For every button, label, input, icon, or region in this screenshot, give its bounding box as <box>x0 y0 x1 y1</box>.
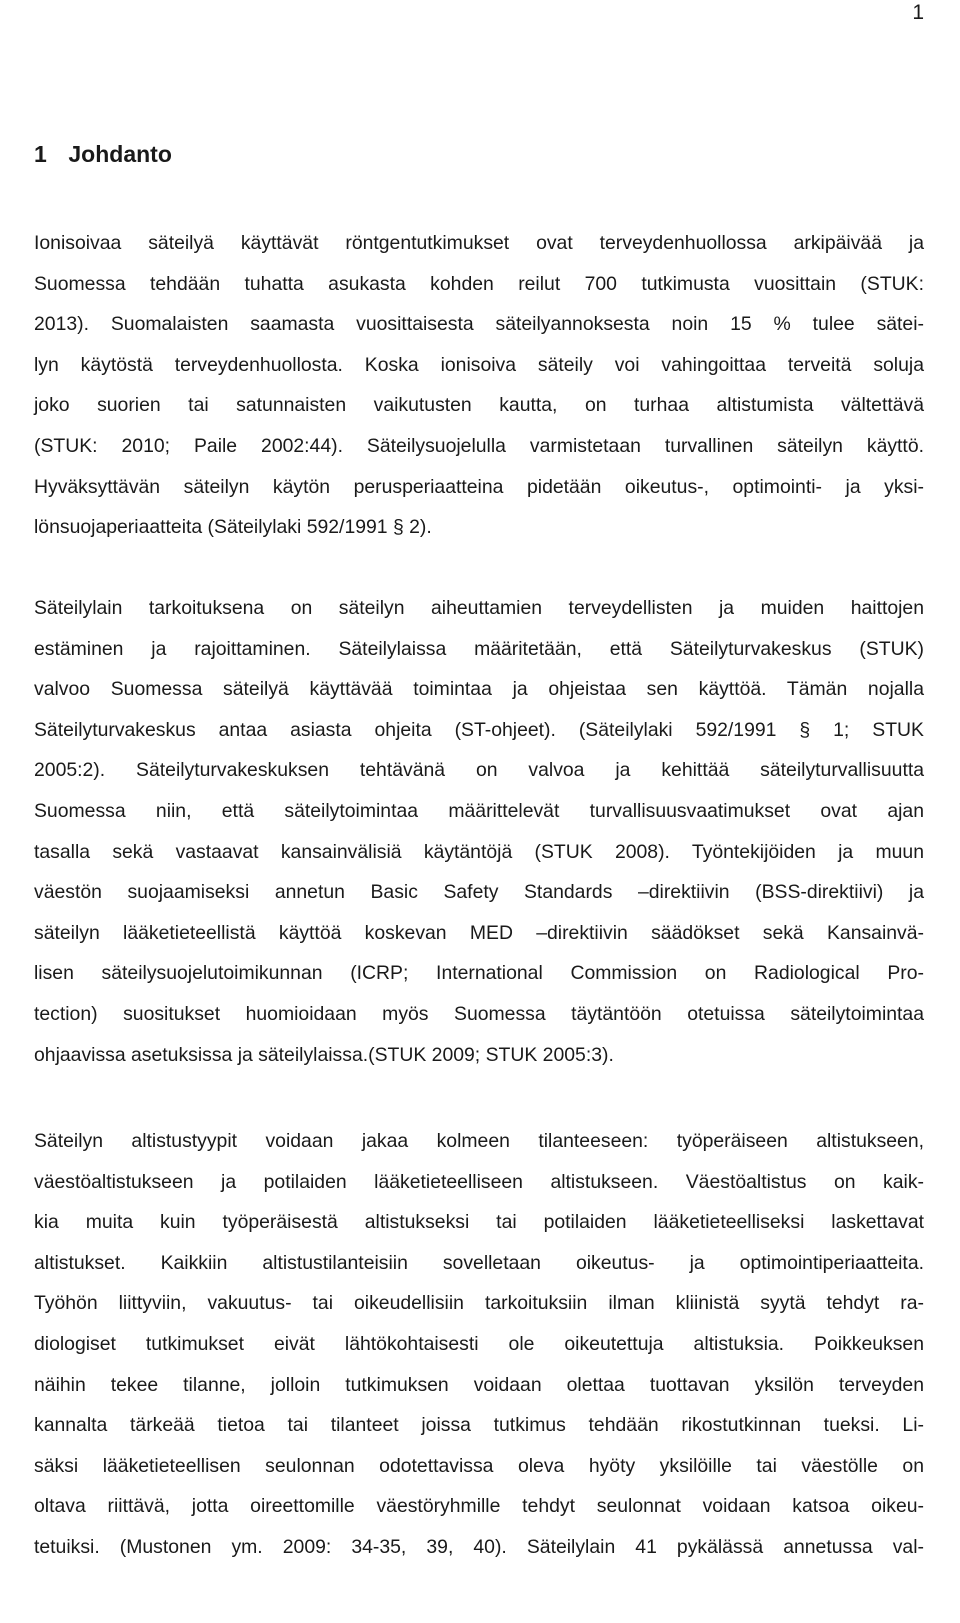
chapter-heading <box>34 140 172 168</box>
text-line: Työhön liittyviin, vakuutus- tai oikeudellisiin tarkoituksiin ilman kliinistä syytä tehdyt ra- <box>34 1292 924 1315</box>
text-line: lisen säteilysuojelutoimikunnan (ICRP; International Commission on Radiological Pro- <box>34 962 924 985</box>
text-line: altistukset. Kaikkiin altistustilanteisiin sovelletaan oikeutus- ja optimointiperiaatteita. <box>34 1251 924 1274</box>
text-line: väestön suojaamiseksi annetun Basic Safety Standards –direktiivin (BSS-direktiivi) ja <box>34 881 924 904</box>
text-line: Säteilyturvakeskus antaa asiasta ohjeita (ST-ohjeet). (Säteilylaki 592/1991 § 1; STUK <box>34 718 924 741</box>
page-number: 1 <box>912 1 924 24</box>
text-line: ohjaavissa asetuksissa ja säteilylaissa.(STUK 2009; STUK 2005:3). <box>34 1043 614 1066</box>
text-line: Hyväksyttävän säteilyn käytön perusperiaatteina pidetään oikeutus-, optimointi- ja yksi- <box>34 475 924 498</box>
text-line: 2013). Suomalaisten saamasta vuosittaisesta säteilyannoksesta noin 15 % tulee sätei- <box>34 313 924 336</box>
paragraph-3 <box>34 1121 924 1568</box>
chapter-title: Johdanto <box>68 141 172 167</box>
paragraph-1 <box>34 223 924 548</box>
text-line: Säteilyn altistustyypit voidaan jakaa kolmeen tilanteeseen: työperäiseen altistukseen, <box>34 1130 924 1152</box>
paragraph-2 <box>34 588 924 1075</box>
text-line: valvoo Suomessa säteilyä käyttävää toimintaa ja ohjeistaa sen käyttöä. Tämän nojalla <box>34 678 924 701</box>
text-line: tasalla sekä vastaavat kansainvälisiä käytäntöjä (STUK 2008). Työntekijöiden ja muun <box>34 840 924 863</box>
text-line: Ionisoivaa säteilyä käyttävät röntgentutkimukset ovat terveydenhuollossa arkipäivää ja <box>34 232 924 254</box>
text-line: Suomessa niin, että säteilytoimintaa määrittelevät turvallisuusvaatimukset ovat ajan <box>34 799 924 822</box>
text-line: Suomessa tehdään tuhatta asukasta kohden reilut 700 tutkimusta vuosittain (STUK: <box>34 272 924 295</box>
text-line: tetuiksi. (Mustonen ym. 2009: 34-35, 39, 40). Säteilylain 41 pykälässä annetussa val- <box>34 1535 924 1558</box>
text-line: lyn käytöstä terveydenhuollosta. Koska ionisoiva säteily voi vahingoittaa terveitä soluja <box>34 353 924 376</box>
text-line: estäminen ja rajoittaminen. Säteilylaissa määritetään, että Säteilyturvakeskus (STUK) <box>34 637 924 660</box>
text-line: säksi lääketieteellisen seulonnan odotettavissa oleva hyöty yksilöille tai väestölle on <box>34 1454 924 1477</box>
text-line: kia muita kuin työperäisestä altistukseksi tai potilaiden lääketieteelliseksi laskettavat <box>34 1211 924 1234</box>
text-line: oltava riittävä, jotta oireettomille väestöryhmille tehdyt seulonnat voidaan katsoa oikeu- <box>34 1495 924 1518</box>
text-line: joko suorien tai satunnaisten vaikutusten kautta, on turhaa altistumista vältettävä <box>34 394 924 417</box>
chapter-number: 1 <box>34 141 47 167</box>
text-line: diologiset tutkimukset eivät lähtökohtaisesti ole oikeutettuja altistuksia. Poikkeuksen <box>34 1332 924 1355</box>
text-line: Säteilylain tarkoituksena on säteilyn aiheuttamien terveydellisten ja muiden haittojen <box>34 597 924 619</box>
text-line: (STUK: 2010; Paile 2002:44). Säteilysuojelulla varmistetaan turvallinen säteilyn käyttö. <box>34 434 924 457</box>
text-line: väestöaltistukseen ja potilaiden lääketieteelliseen altistukseen. Väestöaltistus on kaik- <box>34 1170 924 1193</box>
text-line: tection) suositukset huomioidaan myös Suomessa täytäntöön otetuissa säteilytoimintaa <box>34 1002 924 1025</box>
text-line: kannalta tärkeää tietoa tai tilanteet joissa tutkimus tehdään rikostutkinnan tueksi. Li- <box>34 1414 924 1437</box>
text-line: näihin tekee tilanne, jolloin tutkimuksen voidaan olettaa tuottavan yksilön terveyden <box>34 1373 924 1396</box>
text-line: 2005:2). Säteilyturvakeskuksen tehtävänä on valvoa ja kehittää säteilyturvallisuutta <box>34 759 924 782</box>
text-line: säteilyn lääketieteellistä käyttöä koskevan MED –direktiivin säädökset sekä Kansainvä- <box>34 921 924 944</box>
text-line: lönsuojaperiaatteita (Säteilylaki 592/1991 § 2). <box>34 516 432 539</box>
